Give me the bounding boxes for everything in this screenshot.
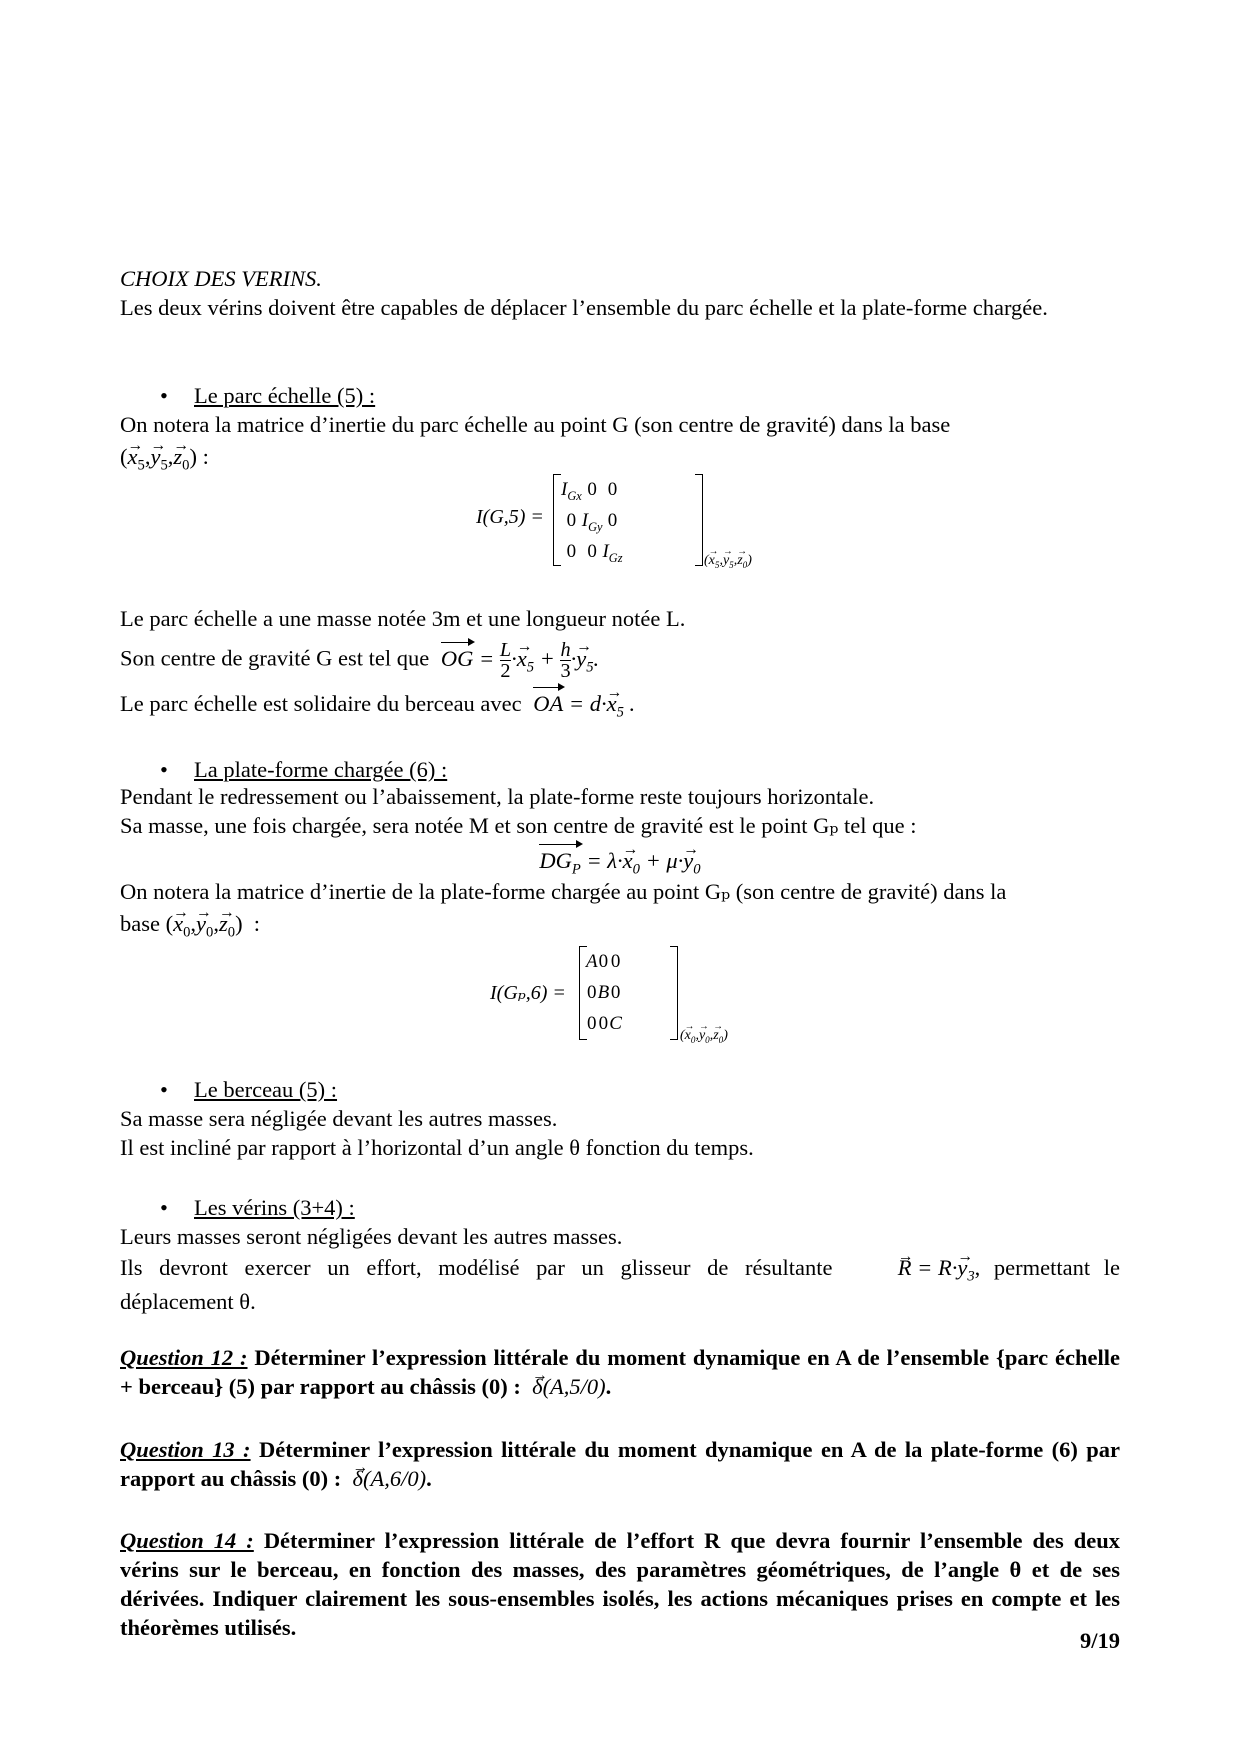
question-text: Déterminer l’expression littérale du moment dynamique en A de la plate-forme (6) par rapport au châssis (0) :: [120, 1437, 1121, 1491]
bullet-plateforme: [160, 755, 447, 784]
berceau-line2: Il est incliné par rapport à l’horizontal d’un angle θ fonction du temps.: [120, 1135, 754, 1160]
verins-line2-tail: , permettant le: [974, 1255, 1120, 1280]
matrix-lhs: I(G,5) =: [476, 506, 544, 528]
parc-mass-line: Le parc échelle a une masse notée 3m et une longueur notée L.: [120, 606, 686, 631]
bullet-dot-icon: •: [160, 1195, 168, 1220]
bullet-dot-icon: •: [160, 383, 168, 408]
intro-paragraph: Les deux vérins doivent être capables de déplacer l’ensemble du parc échelle et la plate-forme chargée.: [120, 295, 1048, 320]
verins-line1: Leurs masses seront négligées devant les autres masses.: [120, 1224, 623, 1249]
plateforme-basis-text: base: [120, 911, 160, 936]
dgp-equation: $DG_P = \lambda\cdot\to x_0 + \mu\cdot\to y_0$: [120, 846, 1120, 875]
parc-inertia-paragraph: [120, 410, 1120, 439]
bullet-label: Les vérins (3+4) :: [194, 1195, 355, 1220]
question-label: Question 12 :: [120, 1345, 248, 1370]
plateforme-line1: Pendant le redressement ou l’abaissement, la plate-forme reste toujours horizontale.: [120, 784, 875, 809]
plateforme-basis-line: base (→ $x_0,\to y_0,\to z_0$) :: [120, 909, 1120, 938]
bullet-verins: [160, 1193, 355, 1222]
bullet-label: La plate-forme chargée (6) :: [194, 757, 448, 782]
parc-gravity-line: Son centre de gravité G est tel que OG = $\frac{L}{2}$ ·→ $x_5$ + $\frac{h}{3}$ ·→ $y_5$.: [120, 640, 1120, 681]
bullet-berceau: [160, 1075, 337, 1104]
bullet-parc-echelle: [160, 381, 375, 410]
parc-solidaire-line: Le parc échelle est solidaire du berceau avec OA = $d\cdot\to x_5$ .: [120, 689, 1120, 718]
question-text: Déterminer l’expression littérale de l’effort R que devra fournir l’ensemble des deux vérins sur le berceau, en fonction des masses, des paramètres géométriques, de l’angle θ et de ses dérivées. Indiquer clairement les sous-ensembles isolés, les actions mécaniques prises en compte et les théorèmes utilisés.: [120, 1528, 1121, 1640]
matrix-lhs: I(Gₚ,6) =: [490, 982, 566, 1004]
parc-basis: (→ $x_5,\to y_5,\to z_0$) :: [120, 442, 1120, 471]
plateforme-inertia-line: On notera la matrice d’inertie de la plate-forme chargée au point Gₚ (son centre de gravité) dans la: [120, 879, 1007, 904]
bullet-dot-icon: •: [160, 757, 168, 782]
question-label: Question 13 :: [120, 1437, 251, 1462]
question-text: Déterminer l’expression littérale du moment dynamique en A de l’ensemble {parc échelle + berceau} (5) par rapport au châssis (0) :: [120, 1345, 1120, 1399]
question-13: Question 13 : Déterminer l’expression littérale du moment dynamique en A de la plate-forme (6) par rapport au châssis (0) : → δ(A,6/0).: [120, 1435, 1120, 1493]
parc-inertia-text: On notera la matrice d’inertie du parc échelle au point G (son centre de gravité) dans la base: [120, 412, 951, 437]
question-14: [120, 1526, 1120, 1642]
page-number: 9/19: [1079, 1628, 1120, 1653]
berceau-line1: Sa masse sera négligée devant les autres masses.: [120, 1106, 558, 1131]
verins-line2-text: Ils devront exercer un effort, modélisé par un glisseur de résultante: [120, 1255, 833, 1280]
question-12: Question 12 : Déterminer l’expression littérale du moment dynamique en A de l’ensemble {parc échelle + berceau} (5) par rapport au châssis (0) : → δ(A,5/0).: [120, 1343, 1120, 1401]
verins-line3: déplacement θ.: [120, 1289, 256, 1314]
bullet-dot-icon: •: [160, 1077, 168, 1102]
bullet-label: Le berceau (5) :: [194, 1077, 338, 1102]
parc-gravity-text: Son centre de gravité G est tel que: [120, 645, 430, 671]
bullet-label: Le parc échelle (5) :: [194, 383, 376, 408]
plateforme-line2: Sa masse, une fois chargée, sera notée M et son centre de gravité est le point Gₚ tel que :: [120, 813, 917, 838]
question-label: Question 14 :: [120, 1528, 254, 1553]
section-title: CHOIX DES VERINS.: [120, 266, 322, 291]
parc-solidaire-text: Le parc échelle est solidaire du berceau avec: [120, 691, 522, 716]
verins-line2: Ils devront exercer un effort, modélisé par un glisseur de résultante → $R = R\cdot\to y_3$, permettant le: [120, 1253, 1120, 1282]
